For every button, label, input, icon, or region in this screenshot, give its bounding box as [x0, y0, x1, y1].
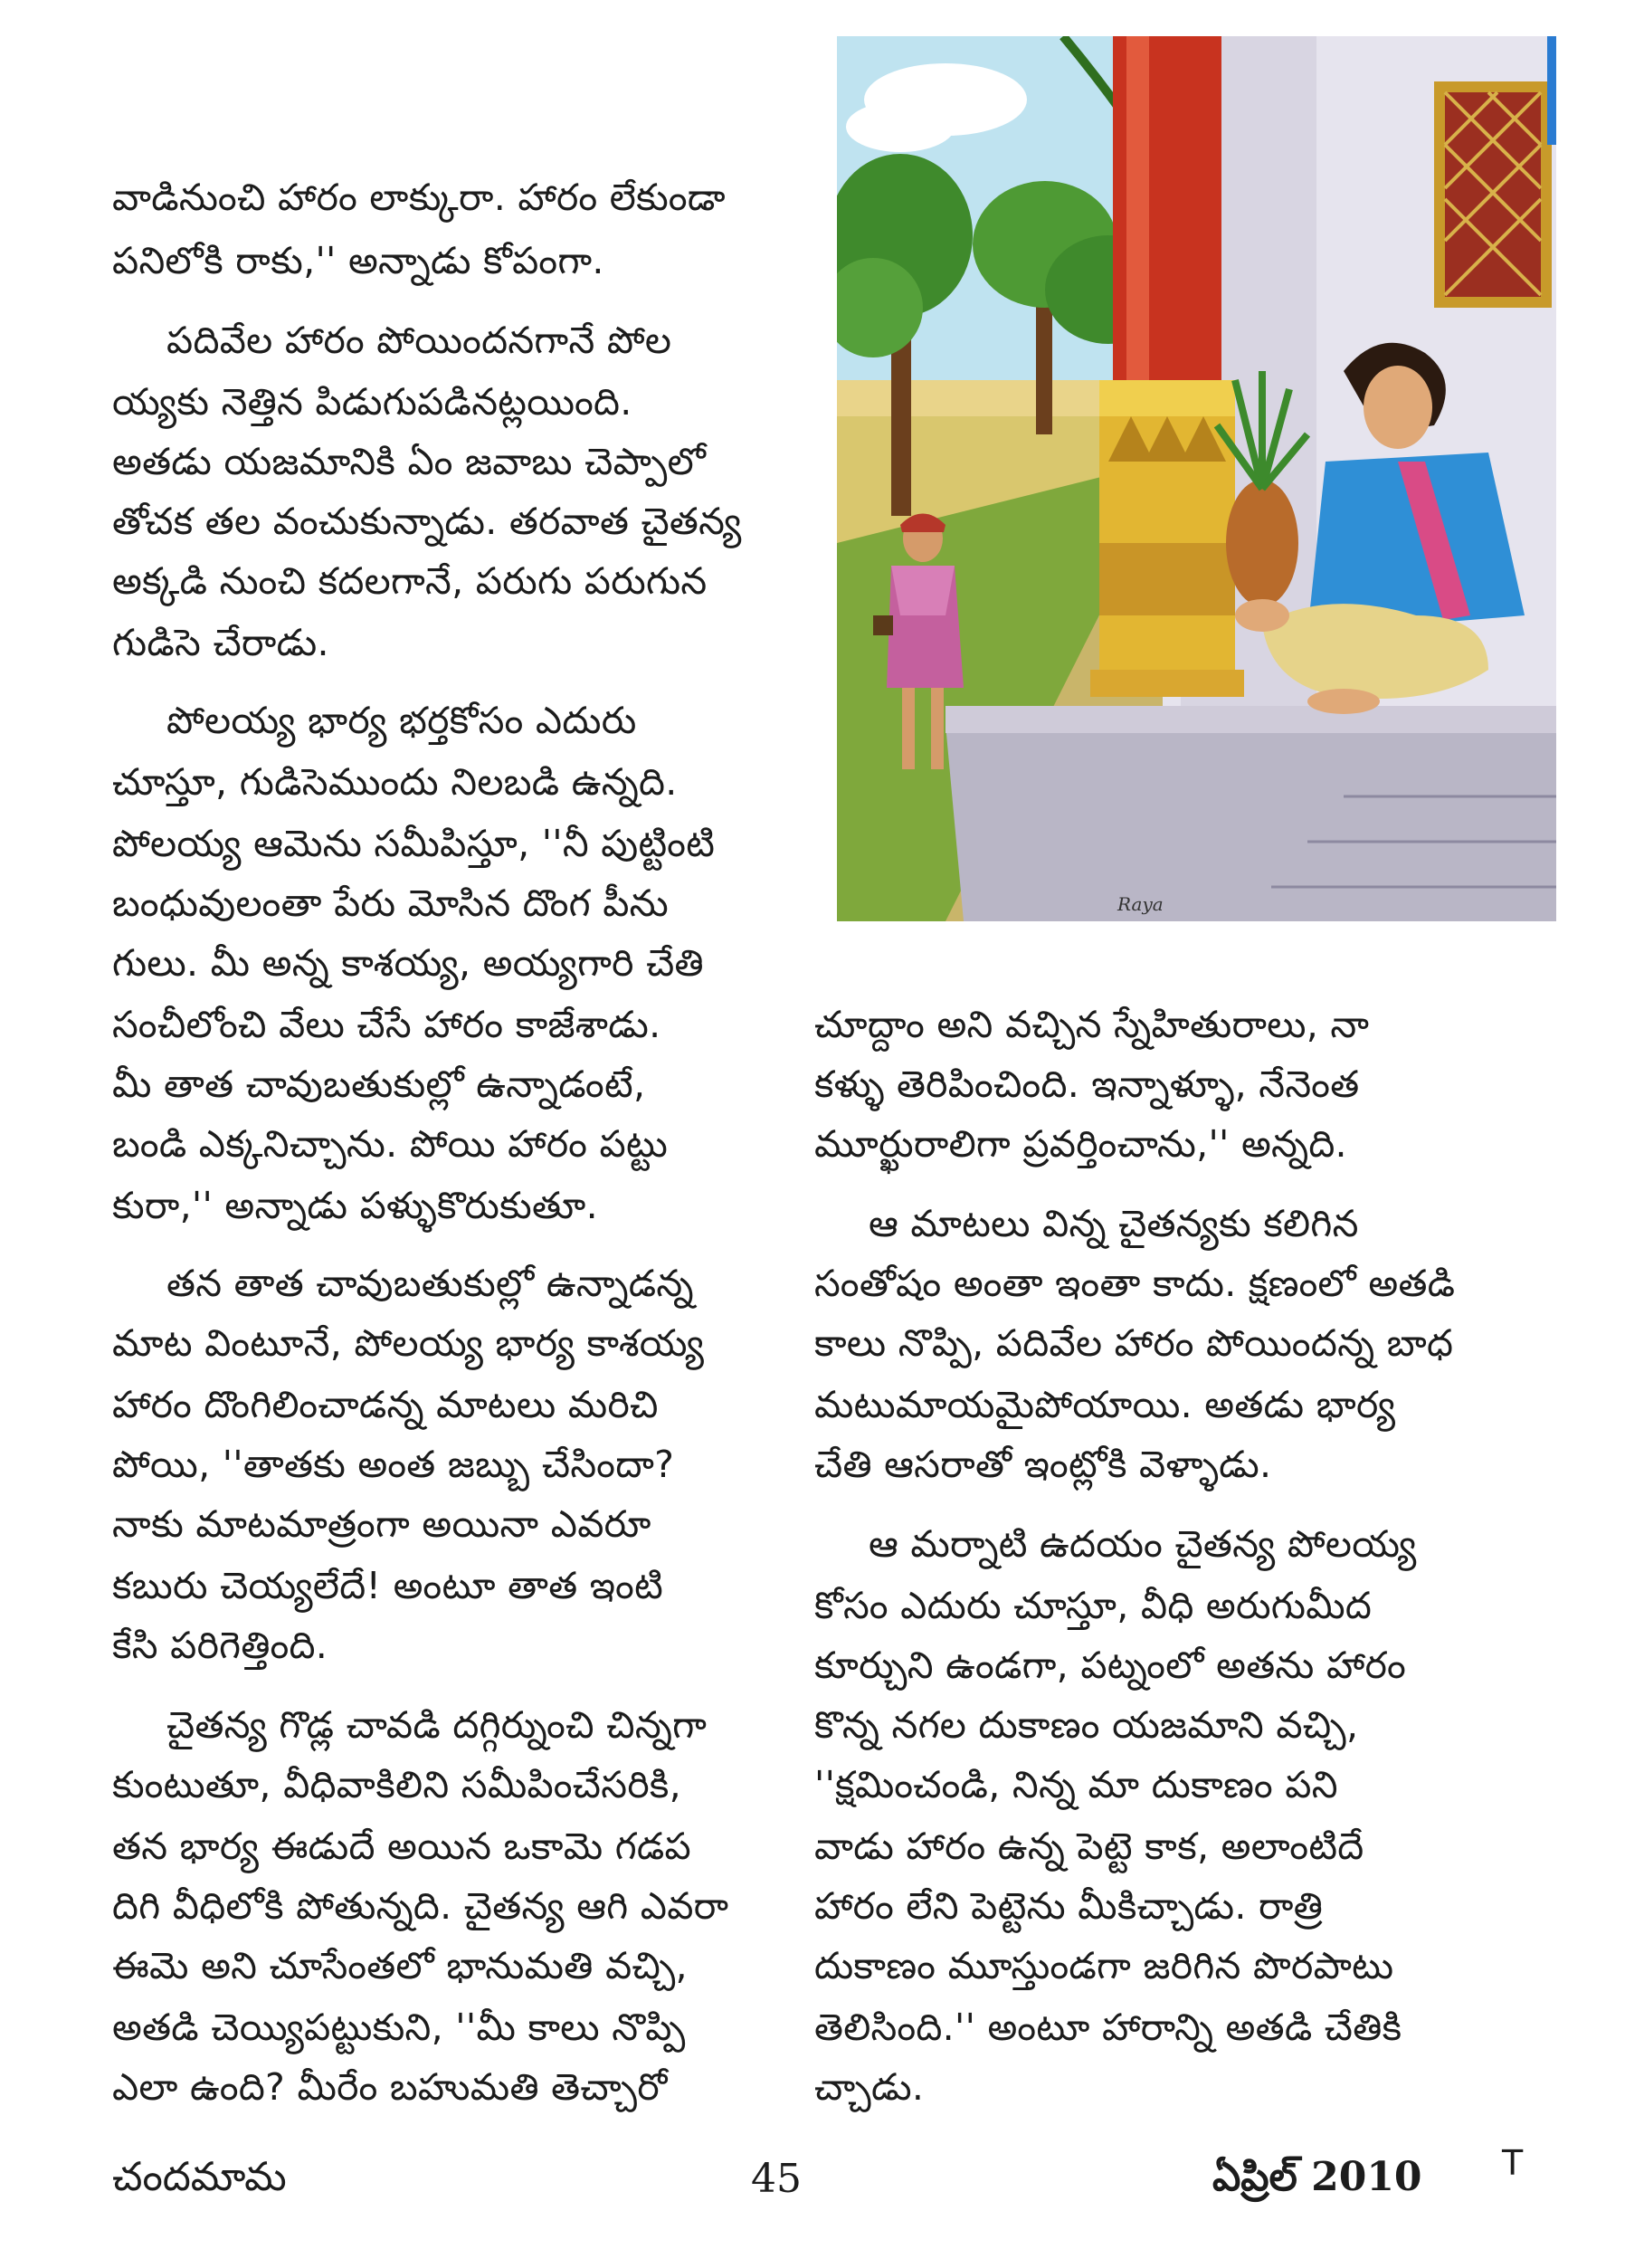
text-line: హారం లేని పెట్టెను మీకిచ్చాడు. రాత్రి [814, 1884, 1324, 1928]
text-line: ఎలా ఉంది? మీరేం బహుమతి తెచ్చారో [112, 2065, 668, 2109]
text-line: వాడు హారం ఉన్న పెట్టె కాక, అలాంటిదే [814, 1825, 1364, 1868]
text-line: పోలయ్య ఆమెను సమీపిస్తూ, ''నీ పుట్టింటి [112, 822, 716, 865]
text-line: కొన్న నగల దుకాణం యజమాని వచ్చి, [814, 1703, 1359, 1747]
text-line: పదివేల హారం పోయిందనగానే పోల [166, 319, 672, 362]
text-line: గుడిసె చేరాడు. [112, 621, 329, 664]
text-line: ఈమె అని చూసేంతలో భానుమతి వచ్చి, [112, 1944, 688, 1987]
text-line: కళ్ళు తెరిపించింది. ఇన్నాళ్ళూ, నేనెంత [814, 1063, 1360, 1106]
text-line: మీ తాత చావుబతుకుల్లో ఉన్నాడంటే, [112, 1063, 646, 1106]
text-line: నాకు మాటమాత్రంగా అయినా ఎవరూ [112, 1502, 651, 1546]
issue-date: ఏప్రిల్ 2010 [1212, 2154, 1422, 2200]
text-line: చ్చాడు. [814, 2065, 925, 2109]
text-line: దిగి వీధిలోకి పోతున్నది. చైతన్య ఆగి ఎవరా [112, 1884, 729, 1928]
text-line: బండి ఎక్కనిచ్చాను. పోయి హారం పట్టు [112, 1122, 669, 1166]
text-line: మటుమాయమైపోయాయి. అతడు భార్య [814, 1383, 1396, 1426]
artist-signature: Raya [1117, 893, 1164, 915]
text-line: పోలయ్య భార్య భర్తకోసం ఎదురు [166, 699, 637, 742]
text-line: సంతోషం అంతా ఇంతా కాదు. క్షణంలో అతడి [814, 1262, 1456, 1305]
text-line: మాట వింటూనే, పోలయ్య భార్య కాశయ్య [112, 1321, 705, 1365]
illustration-svg [837, 36, 1556, 921]
text-line: సంచీలోంచి వేలు చేసే హారం కాజేశాడు. [112, 1003, 661, 1046]
text-line: కోసం ఎదురు చూస్తూ, వీధి అరుగుమీద [814, 1584, 1373, 1627]
text-line: పనిలోకి రాకు,'' అన్నాడు కోపంగా. [112, 239, 604, 282]
text-line: కబురు చెయ్యలేదే! అంటూ తాత ఇంటి [112, 1564, 664, 1607]
text-line: చేతి ఆసరాతో ఇంట్లోకి వెళ్ళాడు. [814, 1443, 1272, 1486]
text-line: అతడు యజమానికి ఏం జవాబు చెప్పాలో [112, 440, 707, 483]
text-line: తెలిసింది.'' అంటూ హారాన్ని అతడి చేతికి [814, 2006, 1402, 2049]
story-illustration [837, 36, 1556, 921]
text-line: చూద్దాం అని వచ్చిన స్నేహితురాలు, నా [814, 1003, 1370, 1046]
text-line: కూర్చుని ఉండగా, పట్నంలో అతను హారం [814, 1644, 1407, 1687]
text-line: య్యకు నెత్తిన పిడుగుపడినట్లయింది. [112, 380, 632, 424]
text-line: కురా,'' అన్నాడు పళ్ళుకొరుకుతూ. [112, 1184, 598, 1227]
text-line: పోయి, ''తాతకు అంత జబ్బు చేసిందా? [112, 1443, 675, 1486]
text-line: తోచక తల వంచుకున్నాడు. తరవాత చైతన్య [112, 500, 742, 543]
text-line: గులు. మీ అన్న కాశయ్య, అయ్యగారి చేతి [112, 941, 704, 985]
text-line: వాడినుంచి హారం లాక్కురా. హారం లేకుండా [112, 176, 726, 219]
text-line: మూర్ఖురాలిగా ప్రవర్తించాను,'' అన్నది. [814, 1122, 1347, 1166]
text-line: చైతన్య గొడ్ల చావడి దగ్గిర్నుంచి చిన్నగా [166, 1703, 708, 1747]
text-line: అక్కడి నుంచి కదలగానే, పరుగు పరుగున [112, 559, 708, 603]
text-line: బంధువులంతా పేరు మోసిన దొంగ పీను [112, 881, 669, 925]
text-line: చూస్తూ, గుడిసెముందు నిలబడి ఉన్నది. [112, 760, 678, 804]
text-line: ''క్షమించండి, నిన్న మా దుకాణం పని [814, 1763, 1338, 1806]
text-line: కేసి పరిగెత్తింది. [112, 1624, 328, 1667]
text-line: తన తాత చావుబతుకుల్లో ఉన్నాడన్న [166, 1262, 694, 1305]
magazine-name: చందమామ [112, 2154, 287, 2200]
text-line: కుంటుతూ, వీధివాకిలిని సమీపించేసరికి, [112, 1763, 681, 1806]
page-number: 45 [751, 2156, 802, 2202]
text-line: అతడి చెయ్యిపట్టుకుని, ''మీ కాలు నొప్పి [112, 2006, 686, 2049]
text-line: తన భార్య ఈడుదే అయిన ఒకామె గడప [112, 1825, 692, 1868]
text-line: కాలు నొప్పి, పదివేల హారం పోయిందన్న బాధ [814, 1321, 1454, 1365]
text-line: దుకాణం మూస్తుండగా జరిగిన పొరపాటు [814, 1944, 1394, 1987]
corner-mark: T [1502, 2143, 1524, 2183]
text-line: హారం దొంగిలించాడన్న మాటలు మరిచి [112, 1383, 659, 1426]
text-line: ఆ మర్నాటి ఉదయం చైతన్య పోలయ్య [869, 1522, 1417, 1566]
text-line: ఆ మాటలు విన్న చైతన్యకు కలిగిన [869, 1202, 1359, 1245]
